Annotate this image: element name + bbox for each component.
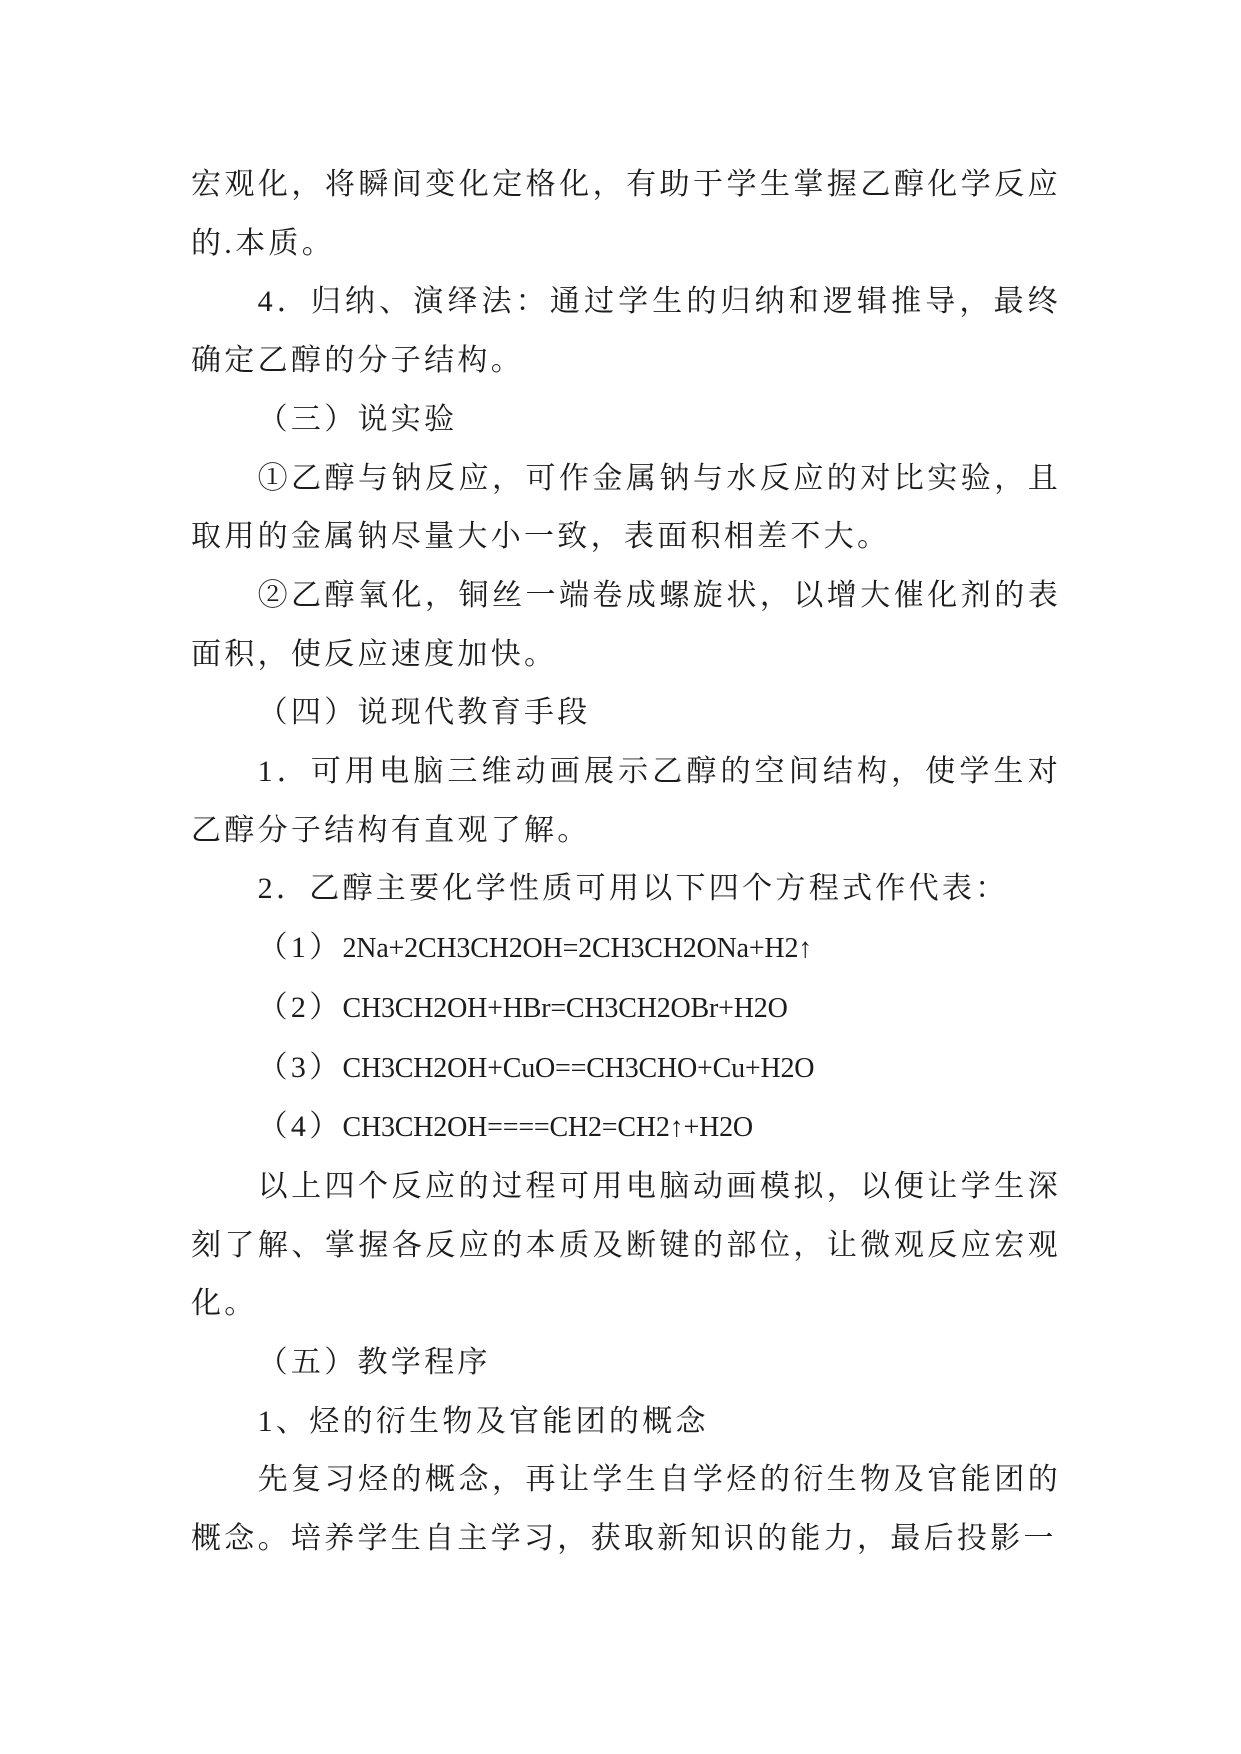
equation-label: （4）: [257, 1110, 343, 1144]
paragraph-modern-means-1: 1．可用电脑三维动画展示乙醇的空间结构，使学生对乙醇分子结构有直观了解。: [191, 755, 1061, 847]
equation-label: （1）: [257, 931, 343, 965]
paragraph-experiment-2: ②乙醇氧化，铜丝一端卷成螺旋状，以增大催化剂的表面积，使反应速度加快。: [191, 578, 1061, 671]
equation-formula: CH3CH2OH+CuO==CH3CHO+Cu+H2O: [342, 1052, 815, 1084]
equation-label: （3）: [257, 1050, 343, 1084]
paragraph-intro-continuation: 宏观化，将瞬间变化定格化，有助于学生掌握乙醇化学反应的.本质。: [191, 168, 1061, 260]
equation-1: [191, 919, 1061, 979]
equation-3: [191, 1039, 1061, 1099]
equation-4: [191, 1098, 1061, 1158]
equation-2: [191, 979, 1061, 1039]
paragraph-experiment-1: ①乙醇与钠反应，可作金属钠与水反应的对比实验，且取用的金属钠尽量大小一致，表面积相差不大。: [191, 461, 1061, 554]
equation-formula: 2Na+2CH3CH2OH=2CH3CH2ONa+H2↑: [342, 933, 813, 965]
equation-formula: CH3CH2OH====CH2=CH2↑+H2O: [342, 1112, 753, 1144]
section-heading-experiments: （三）说实验: [257, 402, 458, 436]
equation-label: （2）: [257, 990, 343, 1024]
section-heading-modern-means: （四）说现代教育手段: [257, 696, 591, 730]
paragraph-animation-note: 以上四个反应的过程可用电脑动画模拟，以便让学生深刻了解、掌握各反应的本质及断键的部位，让微观反应宏观化。: [191, 1169, 1061, 1321]
paragraph-procedure-1: 先复习烃的概念，再让学生自学烃的衍生物及官能团的概念。培养学生自主学习，获取新知识的能力，最后投影一: [191, 1463, 1061, 1556]
procedure-1-title: 1、烃的衍生物及官能团的概念: [257, 1404, 709, 1438]
document-body: [191, 156, 1061, 1569]
equation-formula: CH3CH2OH+HBr=CH3CH2OBr+H2O: [342, 992, 788, 1024]
paragraph-modern-means-2: 2．乙醇主要化学性质可用以下四个方程式作代表：: [257, 872, 1009, 906]
section-heading-procedure: （五）教学程序: [257, 1346, 491, 1380]
paragraph-method-4: 4．归纳、演绎法：通过学生的归纳和逻辑推导，最终确定乙醇的分子结构。: [191, 285, 1061, 378]
